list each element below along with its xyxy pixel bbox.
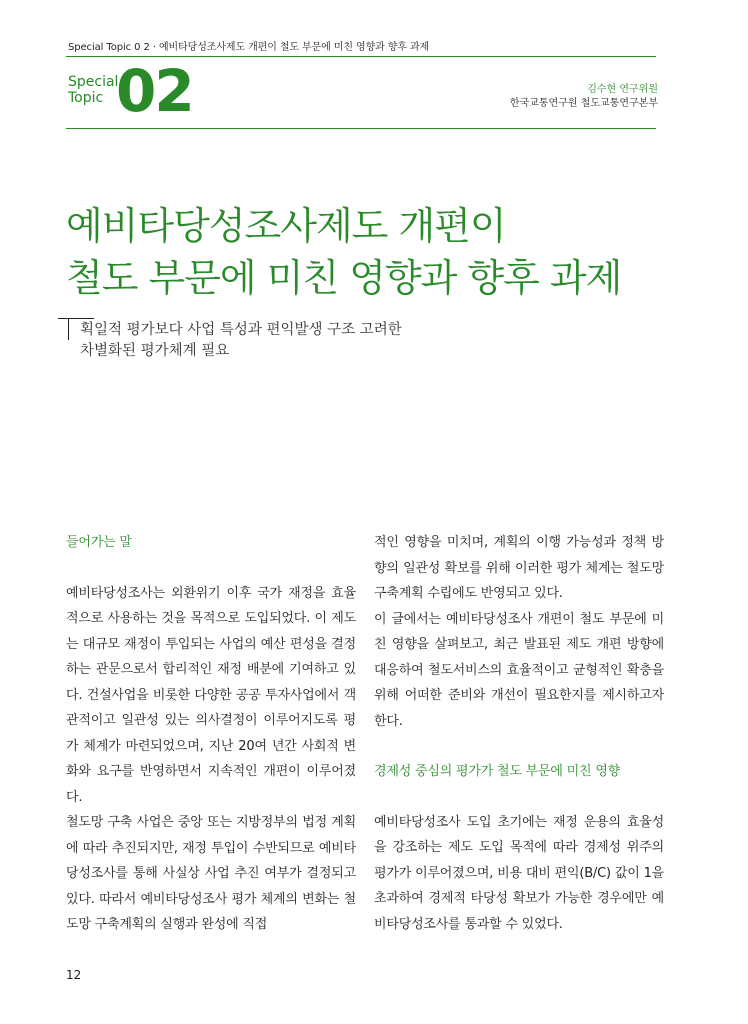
subtitle-marker-vertical [68,318,69,340]
body-paragraph: 철도망 구축 사업은 중앙 또는 지방정부의 법정 계획에 따라 추진되지만, 재정 투입이 수반되므로 예비타당성조사를 통해 사실상 사업 추진 여부가 결정되고 있다. 따라서 예비타당성조사 평가 체계의 변화는 철도망 구축계획의 실행과 완성에 직접 [66,815,356,932]
article-title-line2: 철도 부문에 미친 영향과 향후 과제 [66,256,622,300]
running-header: Special Topic 0 2 · 예비타당성조사제도 개편이 철도 부문에 미친 영향과 향후 과제 [68,42,430,53]
special-label-line1: Special [68,74,119,90]
body-paragraph: 적인 영향을 미치며, 계획의 이행 가능성과 정책 방향의 일관성 확보를 위해 이러한 평가 체계는 철도망 구축계획 수립에도 반영되고 있다. [374,535,664,601]
author-affiliation: 한국교통연구원 철도교통연구본부 [509,98,658,109]
special-topic-number: 02 [116,57,193,125]
article-title [66,200,686,304]
subtitle-marker-horizontal [58,318,94,319]
header-rule-bottom [66,128,656,129]
body-paragraph: 예비타당성조사 도입 초기에는 재정 운용의 효율성을 강조하는 제도 도입 목적에 따라 경제성 위주의 평가가 이루어졌으며, 비용 대비 편익(B/C) 값이 1을 초과하여 경제적 타당성 확보가 가능한 경우에만 예비타당성조사를 통과할 수 있었다. [374,814,664,932]
subtitle-line1: 획일적 평가보다 사업 특성과 편익발생 구조 고려한 [80,322,402,338]
body-column-right [374,530,664,937]
page-number: 12 [66,968,82,982]
section-heading-impact: 경제성 중심의 평가가 철도 부문에 미친 영향 [374,764,621,779]
article-subtitle [80,320,402,362]
special-label-line2: Topic [68,90,104,106]
body-paragraph: 이 글에서는 예비타당성조사 개편이 철도 부문에 미친 영향을 살펴보고, 최근 발표된 제도 개편 방향에 대응하여 철도서비스의 효율적이고 균형적인 확충을 위해 어떠한 준비와 개선이 필요한지를 제시하고자 한다. [374,611,664,729]
article-title-line1: 예비타당성조사제도 개편이 [66,204,506,248]
subtitle-line2: 차별화된 평가체계 필요 [80,343,230,359]
section-heading-intro: 들어가는 말 [66,535,132,550]
special-topic-label [68,74,118,106]
body-paragraph: 예비타당성조사는 외환위기 이후 국가 재정을 효율적으로 사용하는 것을 목적으로 도입되었다. 이 제도는 대규모 재정이 투입되는 사업의 예산 편성을 결정하는 관문으로서 합리적인 재정 배분에 기여하고 있다. 건설사업을 비롯한 다양한 공공 투자사업에서 객관적이고 일관성 있는 의사결정이 이루어지도록 평가 체계가 마련되었으며, 지난 20여 년간 사회적 변화와 요구를 반영하면서 지속적인 개편이 이루어졌다. [66,585,356,805]
body-column-left [66,530,356,938]
author-name: 김수현 연구위원 [587,84,658,95]
